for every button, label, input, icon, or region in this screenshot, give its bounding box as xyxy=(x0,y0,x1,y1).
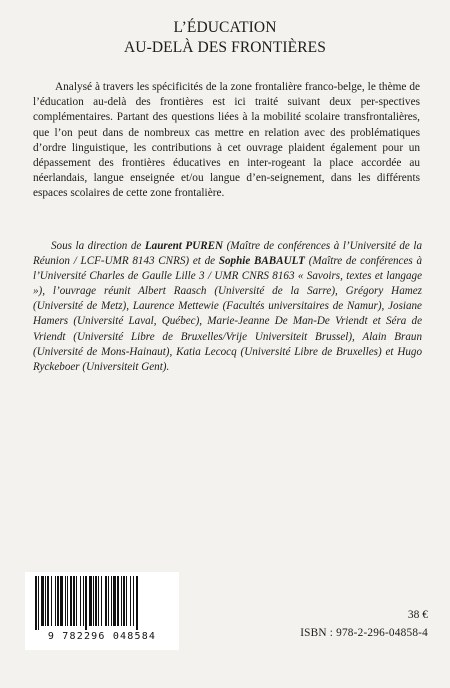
barcode-bar xyxy=(35,576,37,630)
barcode-bar xyxy=(117,576,119,626)
barcode-bar xyxy=(41,576,44,626)
isbn: ISBN : 978-2-296-04858-4 xyxy=(300,627,428,639)
barcode-bar xyxy=(130,576,131,626)
editor-2-name: Sophie BABAULT xyxy=(218,255,305,268)
title-line-2: AU-DELÀ DES FRONTIÈRES xyxy=(124,39,326,56)
summary-paragraph xyxy=(33,80,420,202)
barcode-bar xyxy=(89,576,92,626)
barcode-bar xyxy=(95,576,97,626)
barcode-bar xyxy=(108,576,109,626)
summary-text-3: rogeant la place accordée au néerlandais, langue enseignée et/ou langue d’en- xyxy=(33,157,420,185)
barcode-bar xyxy=(55,576,56,626)
summary-text-1: Analysé à travers les spécificités de la zone frontalière franco-belge, le thème de l’éducation au-delà des frontières est ici traité suivant deux per- xyxy=(33,81,420,109)
summary-text-2: spectives complémentaires. Partant des questions liées à la mobilité scolaire transfrontalières, que l’on peut dans de nombreux cas mettre en relation avec des problématiques d’ordre linguistique, les contributions à cet ouvrage plaident également pour un dépassement des frontières éducatives en inter- xyxy=(33,96,420,170)
barcode-bar xyxy=(83,576,84,626)
summary-text-4: seignement, dans les différents espaces scolaires de cette zone frontalière. xyxy=(33,172,420,200)
barcode-bar xyxy=(101,576,102,626)
barcode-bar xyxy=(73,576,75,626)
barcode-bar xyxy=(76,576,77,626)
editor-1-name: Laurent PUREN xyxy=(144,240,224,252)
barcode-bar xyxy=(98,576,99,626)
barcode-bar xyxy=(47,576,49,626)
credits-contributors: (Maître de conférences à l’Université Charles de Gaulle Lille 3 / UMR CNRS 8163 « Savoirs, textes et langage »), l’ouvrage réunit Albert Raasch (Université de la Sarre), Grégory Hamez (Université de Metz), Laurence Mettewie (Facultés universitaires de Namur), Josiane Hamers (Université Laval, Québec), Marie-Jeanne De Man-De Vriendt et Séra de Vriendt (Université Libre de Bruxelles/Vrije Universiteit Brussel), Alain Braun (Université de Mons-Hainaut), Katia Lecocq (Université Libre de Bruxelles) et Hugo Ryckeboer (Universiteit Gent). xyxy=(33,255,422,373)
barcode-bar xyxy=(38,576,39,630)
barcode-bar xyxy=(133,576,134,626)
editor-1-affiliation: (Maître de conférences à l’Université de la Réunion / LCF-UMR 8143 CNRS) et de xyxy=(33,240,423,268)
barcode-bar xyxy=(85,576,87,630)
barcode-bar xyxy=(136,576,138,630)
barcode-bar xyxy=(51,576,52,626)
price: 38 € xyxy=(407,609,428,621)
credits-intro: Sous la direction de xyxy=(51,240,145,252)
barcode-bar xyxy=(57,576,59,626)
barcode-bar xyxy=(93,576,94,626)
barcode-bar xyxy=(126,576,127,626)
barcode-bars xyxy=(31,576,173,630)
title-line-1: L’ÉDUCATION xyxy=(173,19,277,36)
barcode-bar xyxy=(70,576,72,626)
barcode-bar xyxy=(123,576,125,626)
barcode-bar xyxy=(121,576,122,626)
barcode-bar xyxy=(105,576,107,626)
barcode xyxy=(25,572,179,650)
book-title xyxy=(0,18,450,58)
barcode-number: 9 782296 048584 xyxy=(47,631,157,642)
barcode-bar xyxy=(60,576,63,626)
barcode-bar xyxy=(111,576,112,626)
barcode-bar xyxy=(113,576,116,626)
credits-paragraph xyxy=(33,239,422,375)
barcode-bar xyxy=(67,576,68,626)
barcode-bar xyxy=(80,576,81,626)
barcode-bar xyxy=(45,576,46,626)
barcode-bar xyxy=(65,576,66,626)
